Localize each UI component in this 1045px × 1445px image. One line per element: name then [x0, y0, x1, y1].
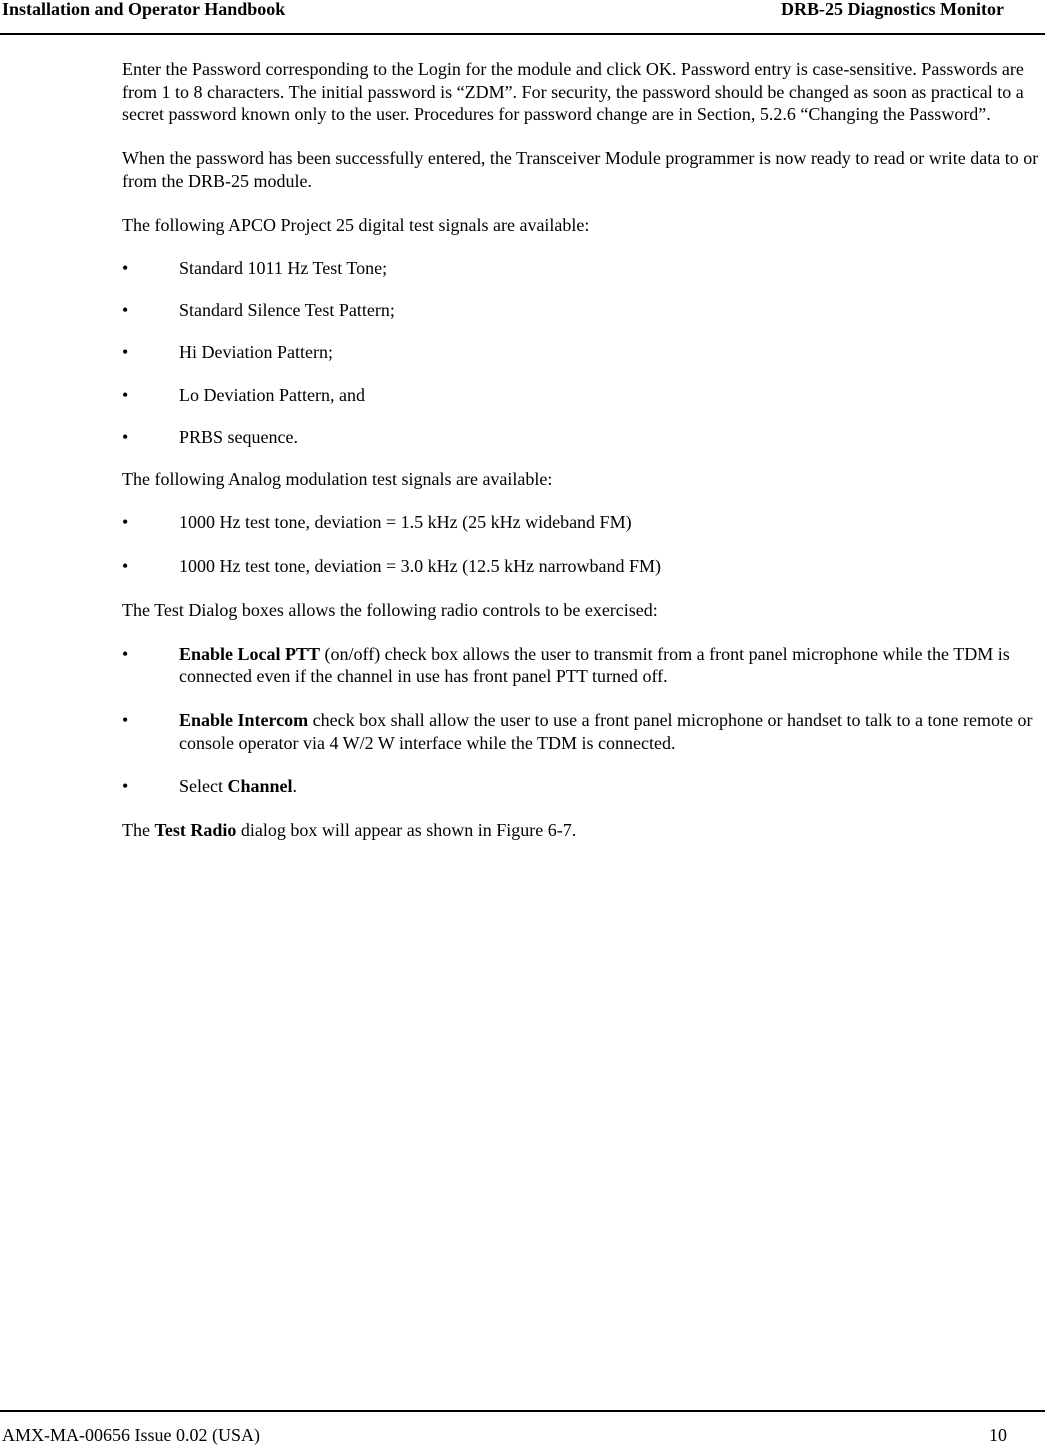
list-item-text: Standard Silence Test Pattern;	[179, 300, 395, 321]
digital-signals-list	[122, 257, 1042, 448]
list-item-text: PRBS sequence.	[179, 426, 298, 447]
list-item	[122, 341, 1042, 364]
radio-controls-list	[122, 643, 1042, 799]
list-item	[122, 709, 1042, 754]
bullet-icon: •	[122, 776, 129, 797]
test-radio-suffix: dialog box will appear as shown in Figure 6-7.	[236, 820, 577, 841]
list-item	[122, 384, 1042, 407]
bullet-icon: •	[122, 258, 129, 279]
bullet-icon: •	[122, 556, 129, 577]
list-item-text: Standard 1011 Hz Test Tone;	[179, 258, 388, 279]
test-radio-name: Test Radio	[154, 820, 237, 841]
bullet-icon: •	[122, 512, 129, 533]
list-item	[122, 775, 1042, 798]
bullet-icon: •	[122, 300, 129, 321]
bullet-icon: •	[122, 643, 129, 664]
analog-signals-intro: The following Analog modulation test signals are available:	[122, 468, 553, 489]
list-item-text: Lo Deviation Pattern, and	[179, 384, 365, 405]
list-item-text: 1000 Hz test tone, deviation = 1.5 kHz (25 kHz wideband FM)	[179, 512, 632, 533]
list-item	[122, 511, 1042, 534]
list-item	[122, 426, 1042, 449]
bullet-icon: •	[122, 426, 129, 447]
control-description: (on/off) check box allows the user to transmit from a front panel microphone while the TDM is connected even if the channel in use has front panel PTT turned off.	[179, 643, 1010, 687]
page-content	[122, 58, 1042, 863]
password-paragraph: Enter the Password corresponding to the Login for the module and click OK. Password entry is case-sensitive. Passwords are from 1 to 8 characters. The initial password is “ZDM”. For security, the password should be changed as soon as practical to a secret password known only to the user. Procedures for password change are in Section, 5.2.6 “Changing the Password”.	[122, 59, 1024, 125]
document-id: AMX-MA-00656 Issue 0.02 (USA)	[2, 1425, 260, 1445]
test-radio-paragraph	[122, 819, 1042, 842]
header-title-left: Installation and Operator Handbook	[2, 0, 286, 19]
analog-signals-list	[122, 511, 1042, 577]
digital-signals-intro: The following APCO Project 25 digital test signals are available:	[122, 214, 590, 235]
list-item	[122, 299, 1042, 322]
list-item-text: Hi Deviation Pattern;	[179, 342, 333, 363]
control-suffix: .	[292, 776, 298, 797]
control-name: Enable Intercom	[179, 709, 309, 730]
list-item	[122, 555, 1042, 578]
ready-paragraph: When the password has been successfully entered, the Transceiver Module programmer is now ready to read or write data to or from the DRB-25 module.	[122, 148, 1039, 191]
page-header	[0, 0, 1045, 35]
control-name: Enable Local PTT	[179, 643, 321, 664]
test-radio-prefix: The	[122, 820, 155, 841]
bullet-icon: •	[122, 384, 129, 405]
list-item	[122, 643, 1042, 688]
list-item	[122, 257, 1042, 280]
page-footer	[0, 1410, 1045, 1445]
radio-controls-intro: The Test Dialog boxes allows the following radio controls to be exercised:	[122, 599, 658, 620]
bullet-icon: •	[122, 342, 129, 363]
control-prefix: Select	[179, 776, 228, 797]
page-number: 10	[989, 1425, 1007, 1445]
control-name: Channel	[227, 776, 293, 797]
header-title-right: DRB-25 Diagnostics Monitor	[781, 0, 1004, 19]
control-description: check box shall allow the user to use a front panel microphone or handset to talk to a tone remote or console operator via 4 W/2 W interface while the TDM is connected.	[179, 709, 1033, 753]
bullet-icon: •	[122, 709, 129, 730]
list-item-text: 1000 Hz test tone, deviation = 3.0 kHz (12.5 kHz narrowband FM)	[179, 556, 662, 577]
